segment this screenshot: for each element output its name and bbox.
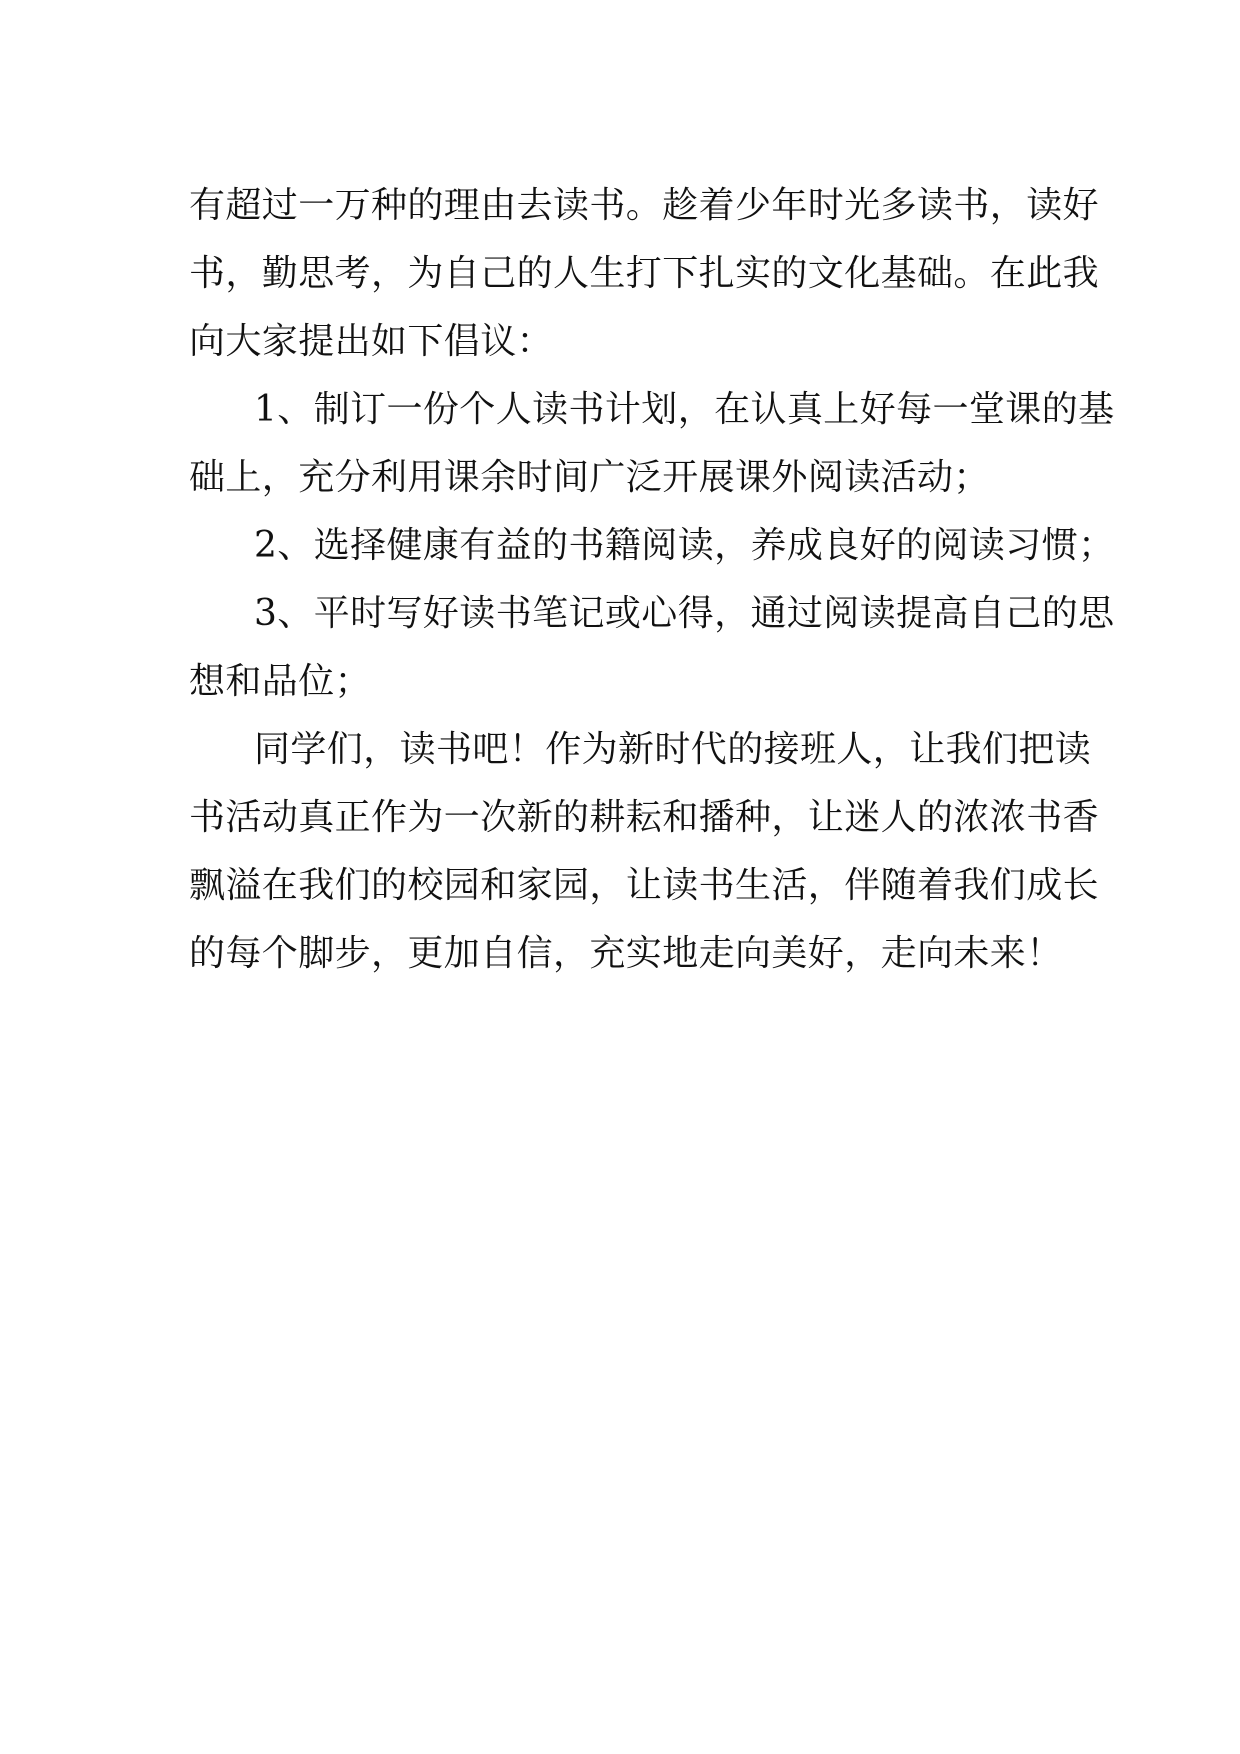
body-text — [189, 172, 1115, 988]
proposal-item-2: 2、选择健康有益的书籍阅读，养成良好的阅读习惯； — [254, 525, 1115, 566]
text-line: 础上，充分利用课余时间广泛开展课外阅读活动； — [189, 457, 990, 498]
proposal-item-1: 1、制订一份个人读书计划，在认真上好每一堂课的基 — [254, 389, 1115, 430]
text-line: 想和品位； — [189, 661, 372, 702]
text-line: 飘溢在我们的校园和家园，让读书生活，伴随着我们成长 — [189, 865, 1100, 906]
closing-paragraph: 同学们，读书吧！作为新时代的接班人，让我们把读 — [254, 729, 1092, 770]
text-line: 向大家提出如下倡议： — [189, 321, 554, 362]
proposal-item-3: 3、平时写好读书笔记或心得，通过阅读提高自己的思 — [254, 593, 1115, 634]
text-line: 有超过一万种的理由去读书。趁着少年时光多读书，读好 — [189, 185, 1100, 226]
text-line: 的每个脚步，更加自信，充实地走向美好，走向未来！ — [189, 933, 1063, 974]
text-line: 书活动真正作为一次新的耕耘和播种，让迷人的浓浓书香 — [189, 797, 1100, 838]
text-line: 书，勤思考，为自己的人生打下扎实的文化基础。在此我 — [189, 253, 1100, 294]
